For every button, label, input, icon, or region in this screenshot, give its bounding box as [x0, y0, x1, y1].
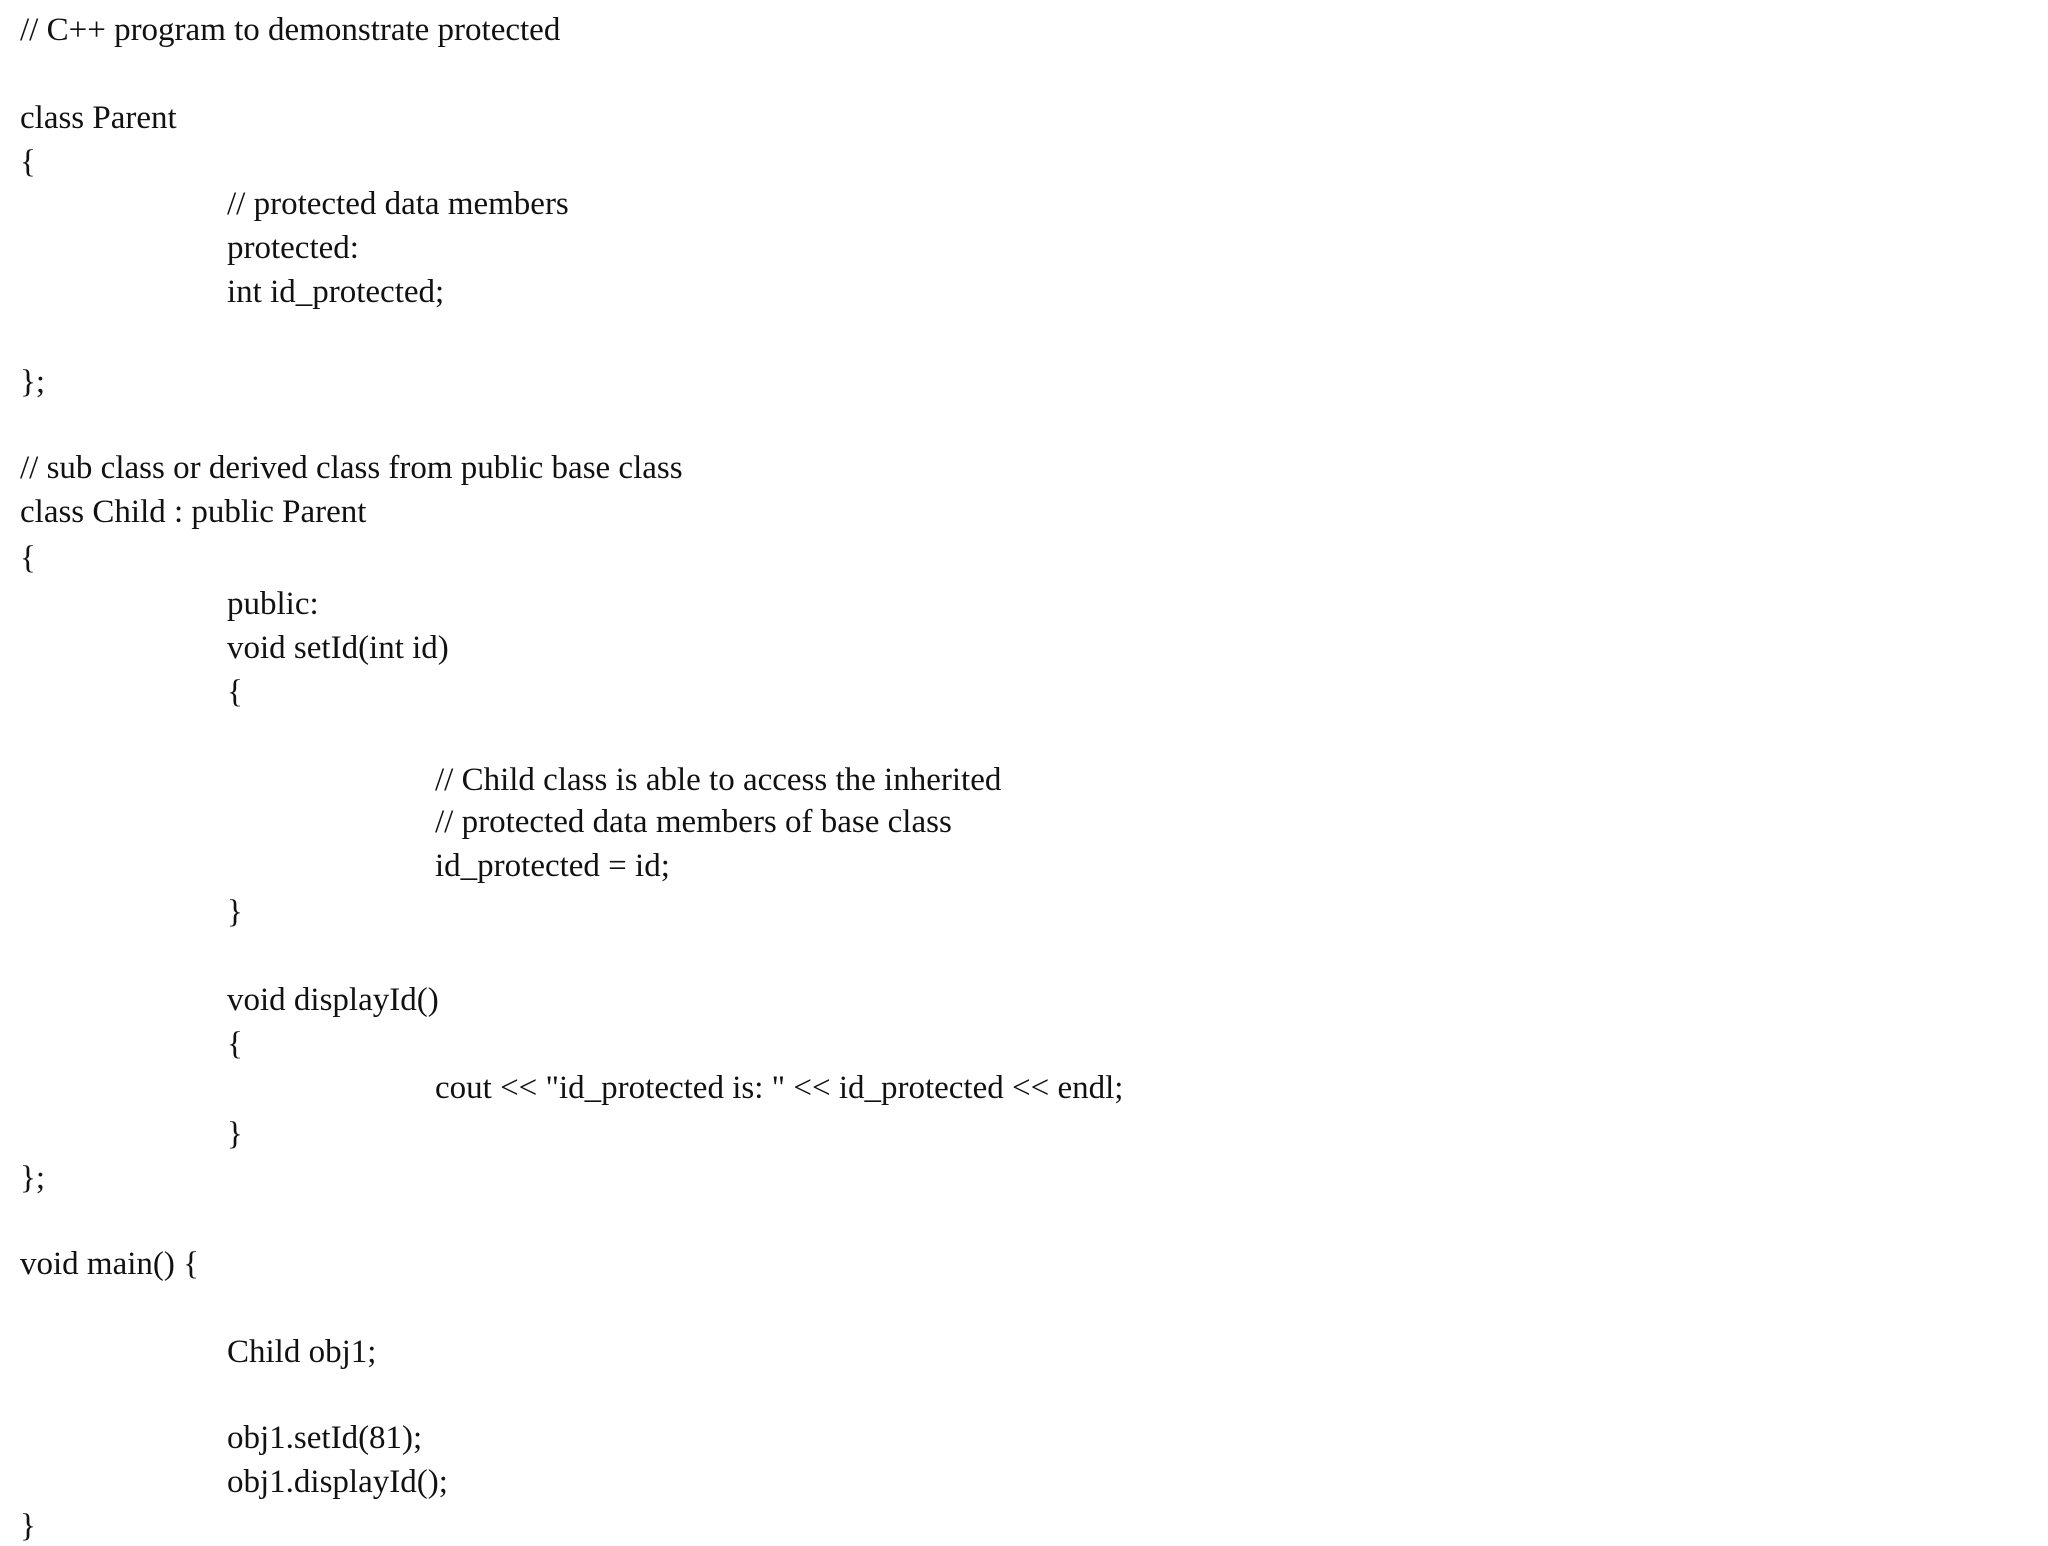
code-line: class Parent: [20, 100, 177, 136]
code-line: void setId(int id): [227, 630, 449, 666]
code-line: // protected data members of base class: [435, 804, 952, 840]
code-line: Child obj1;: [227, 1334, 377, 1370]
code-line: id_protected = id;: [435, 848, 670, 884]
code-line: {: [20, 144, 36, 180]
code-line: }: [227, 894, 243, 930]
code-line: // protected data members: [227, 186, 569, 222]
code-line: cout << "id_protected is: " << id_protected << endl;: [435, 1070, 1124, 1106]
code-line: {: [20, 540, 36, 576]
code-line: {: [227, 674, 243, 710]
code-line: void main() {: [20, 1246, 199, 1282]
code-line: class Child : public Parent: [20, 494, 367, 530]
code-line: obj1.setId(81);: [227, 1420, 423, 1456]
code-line: // Child class is able to access the inherited: [435, 762, 1002, 798]
code-line: void displayId(): [227, 982, 439, 1018]
code-line: protected:: [227, 230, 359, 266]
code-line: {: [227, 1026, 243, 1062]
code-line: }: [20, 1508, 36, 1544]
code-line: };: [20, 1160, 46, 1196]
code-line: public:: [227, 586, 319, 622]
code-line: // sub class or derived class from public base class: [20, 450, 683, 486]
code-line: }: [227, 1116, 243, 1152]
code-line: };: [20, 364, 46, 400]
code-line: // C++ program to demonstrate protected: [20, 12, 561, 48]
code-line: int id_protected;: [227, 274, 445, 310]
code-line: obj1.displayId();: [227, 1464, 448, 1500]
